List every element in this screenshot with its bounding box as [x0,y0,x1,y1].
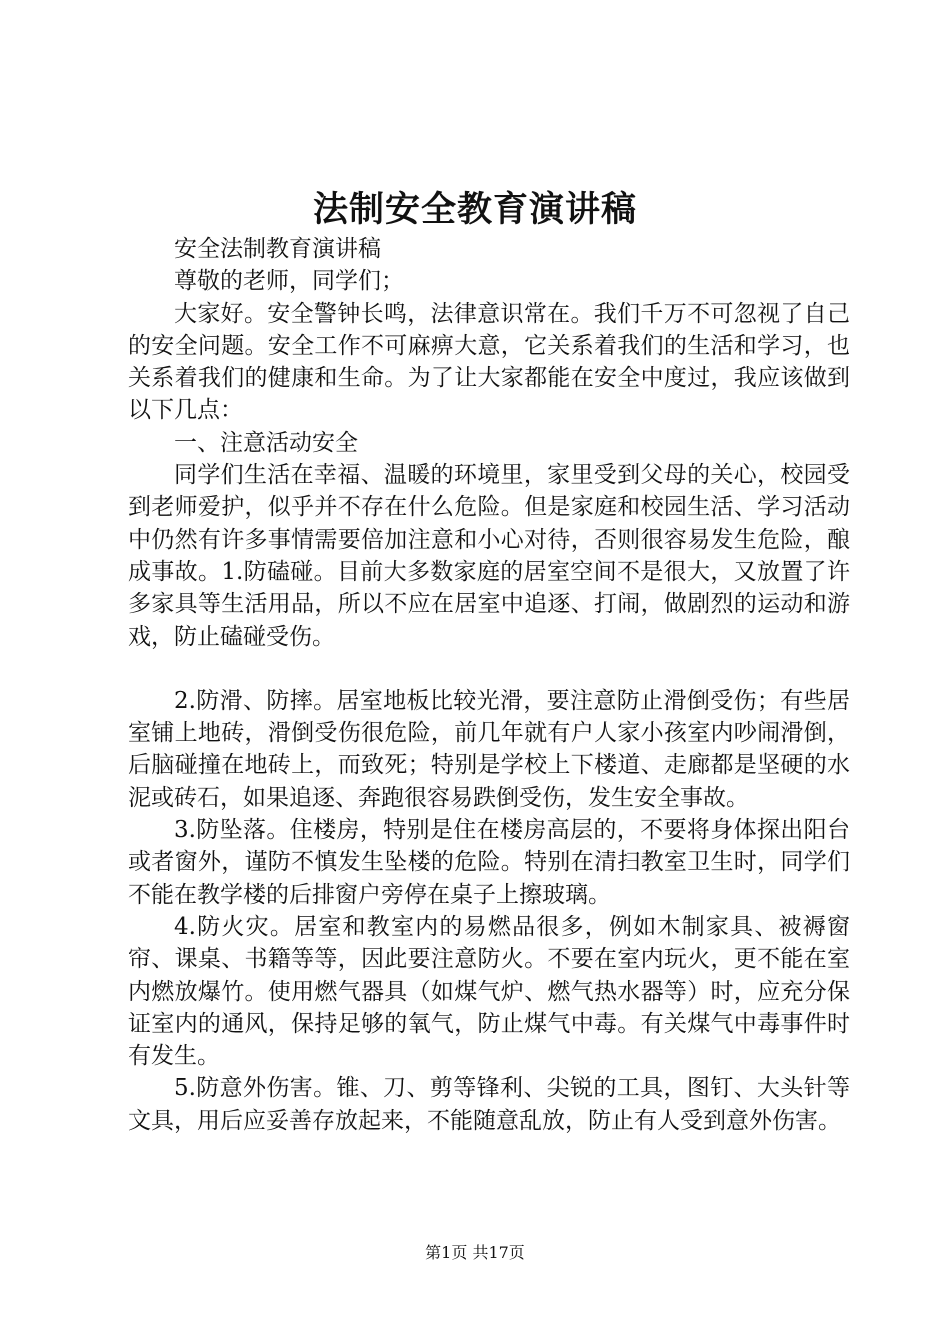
paragraph-anti-slip: 2.防滑、防摔。居室地板比较光滑，要注意防止滑倒受伤；有些居室铺上地砖，滑倒受伤很危险，前几年就有户人家小孩室内吵闹滑倒，后脑碰撞在地砖上，而致死；特别是学校上下楼道、走廊都是坚硬的水泥或砖石，如果追逐、奔跑很容易跌倒受伤，发生安全事故。 [128,687,850,811]
paragraph-intro: 大家好。安全警钟长鸣，法律意识常在。我们千万不可忽视了自己的安全问题。安全工作不可麻痹大意，它关系着我们的生活和学习，也关系着我们的健康和生命。为了让大家都能在安全中度过，我应该做到以下几点： [128,300,850,424]
section-heading: 一、注意活动安全 [174,429,358,456]
paragraph-salutation: 尊敬的老师，同学们； [174,268,404,295]
paragraph-subtitle: 安全法制教育演讲稿 [174,236,381,262]
paragraph-accident-prevention: 5.防意外伤害。锥、刀、剪等锋利、尖锐的工具，图钉、大头针等文具，用后应妥善存放起来，不能随意乱放，防止有人受到意外伤害。 [128,1075,850,1134]
paragraph-activity-safety: 同学们生活在幸福、温暖的环境里，家里受到父母的关心，校园受到老师爱护，似乎并不存在什么危险。但是家庭和校园生活、学习活动中仍然有许多事情需要倍加注意和小心对待，否则很容易发生危险，酿成事故。1.防磕碰。目前大多数家庭的居室空间不是很大，又放置了许多家具等生活用品，所以不应在居室中追逐、打闹，做剧烈的运动和游戏，防止磕碰受伤。 [128,462,850,650]
paragraph-anti-fall: 3.防坠落。住楼房，特别是住在楼房高层的，不要将身体探出阳台或者窗外，谨防不慎发生坠楼的危险。特别在清扫教室卫生时，同学们不能在教学楼的后排窗户旁停在桌子上擦玻璃。 [128,817,850,908]
paragraph-fire-prevention: 4.防火灾。居室和教室内的易燃品很多，例如木制家具、被褥窗帘、课桌、书籍等等，因此要注意防火。不要在室内玩火，更不能在室内燃放爆竹。使用燃气器具（如煤气炉、燃气热水器等）时，应充分保证室内的通风，保持足够的氧气，防止煤气中毒。有关煤气中毒事件时有发生。 [128,913,850,1070]
page-footer: 第1页 共17页 [425,1243,525,1262]
document-body [128,233,850,1137]
document-title: 法制安全教育演讲稿 [312,189,637,230]
